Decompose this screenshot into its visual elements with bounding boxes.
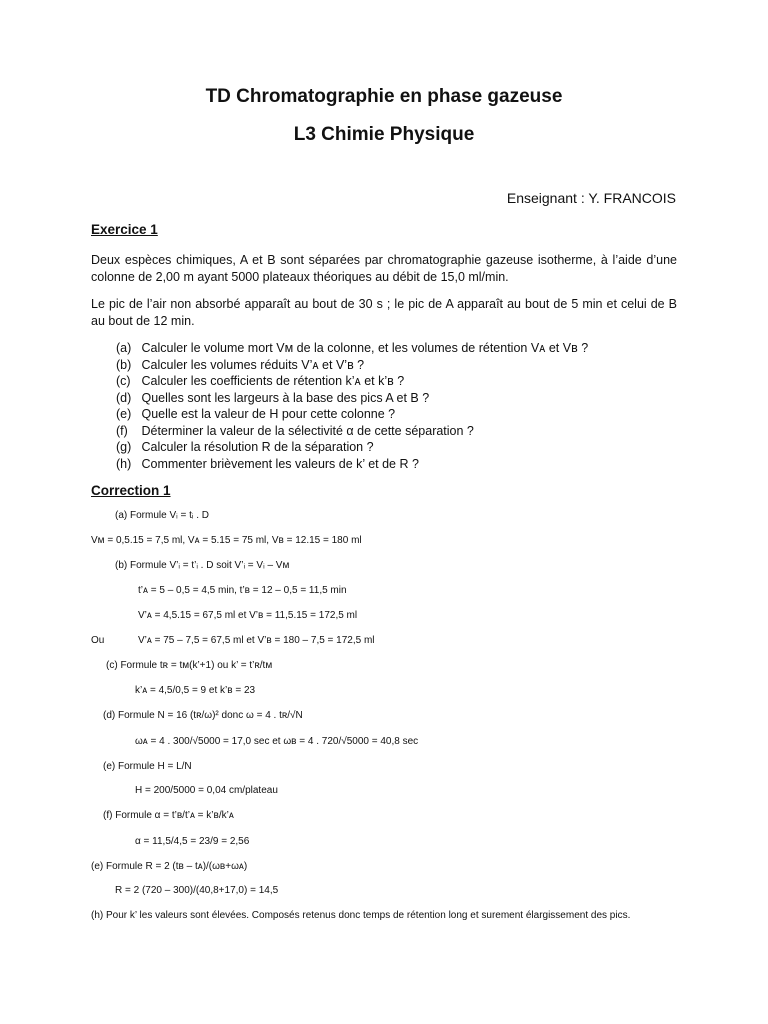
question-item: (h) Commenter brièvement les valeurs de k’ et de R ? [116, 456, 419, 471]
exercise-heading: Exercice 1 [91, 222, 158, 237]
correction-heading: Correction 1 [91, 483, 171, 498]
correction-footer: (h) Pour k’ les valeurs sont élevées. Composés retenus donc temps de rétention long et surement élargissement des pics. [91, 910, 631, 921]
exercise-paragraph-2: Le pic de l’air non absorbé apparaît au bout de 30 s ; le pic de A apparaît au bout de 5 min et celui de B au bout de 12 min. [91, 297, 677, 328]
correction-line: ωᴀ = 4 . 300/√5000 = 17,0 sec et ωʙ = 4 . 720/√5000 = 40,8 sec [135, 736, 419, 747]
question-list [116, 341, 588, 473]
question-item: (g) Calculer la résolution R de la séparation ? [116, 440, 374, 454]
correction-line: (a) Formule Vᵢ = tᵢ . D [115, 510, 209, 521]
correction-line: (c) Formule tʀ = tᴍ(k’+1) ou k’ = t’ʀ/tᴍ [106, 660, 273, 671]
question-item: (a) Calculer le volume mort Vᴍ de la colonne, et les volumes de rétention Vᴀ et Vʙ ? [116, 341, 589, 355]
question-item: (d) Quelles sont les largeurs à la base des pics A et B ? [116, 390, 430, 405]
correction-line: Ou [91, 635, 105, 646]
correction-line: t’ᴀ = 5 – 0,5 = 4,5 min, t’ʙ = 12 – 0,5 = 11,5 min [138, 585, 347, 596]
correction-line: (d) Formule N = 16 (tʀ/ω)² donc ω = 4 . tʀ/√N [103, 710, 303, 721]
document-subtitle: L3 Chimie Physique [293, 124, 475, 145]
correction-line: (b) Formule V’ᵢ = t’ᵢ . D soit V’ᵢ = Vᵢ – Vᴍ [115, 560, 290, 571]
question-item: (c) Calculer les coefficients de rétention k’ᴀ et k’ʙ ? [116, 374, 405, 388]
correction-line: k’ᴀ = 4,5/0,5 = 9 et k’ʙ = 23 [135, 685, 256, 696]
correction-line: V’ᴀ = 4,5.15 = 67,5 ml et V’ʙ = 11,5.15 = 172,5 ml [138, 610, 358, 621]
correction-line: H = 200/5000 = 0,04 cm/plateau [135, 785, 278, 796]
document-title: TD Chromatographie en phase gazeuse [205, 86, 563, 107]
teacher-name: Enseignant : Y. FRANCOIS [506, 190, 676, 206]
correction-line: (e) Formule R = 2 (tʙ – tᴀ)/(ωʙ+ωᴀ) [91, 861, 248, 872]
correction-line: Vᴍ = 0,5.15 = 7,5 ml, Vᴀ = 5.15 = 75 ml, Vʙ = 12.15 = 180 ml [91, 535, 362, 546]
correction-line: (e) Formule H = L/N [103, 761, 192, 772]
correction-line: V’ᴀ = 75 – 7,5 = 67,5 ml et V’ʙ = 180 – 7,5 = 172,5 ml [138, 635, 375, 646]
exercise-paragraph-1: Deux espèces chimiques, A et B sont séparées par chromatographie gazeuse isotherme, à l’aide d’une colonne de 2,00 m ayant 5000 plateaux théoriques au débit de 15,0 ml/min. [91, 253, 677, 284]
question-item: (f) Déterminer la valeur de la sélectivité α de cette séparation ? [116, 423, 474, 438]
correction-line: R = 2 (720 – 300)/(40,8+17,0) = 14,5 [115, 885, 279, 896]
question-item: (e) Quelle est la valeur de H pour cette colonne ? [116, 407, 396, 421]
correction-line: α = 11,5/4,5 = 23/9 = 2,56 [135, 836, 250, 847]
correction-line: (f) Formule α = t’ʙ/t’ᴀ = k’ʙ/k’ᴀ [103, 810, 234, 821]
question-item: (b) Calculer les volumes réduits V’ᴀ et V’ʙ ? [116, 357, 365, 372]
